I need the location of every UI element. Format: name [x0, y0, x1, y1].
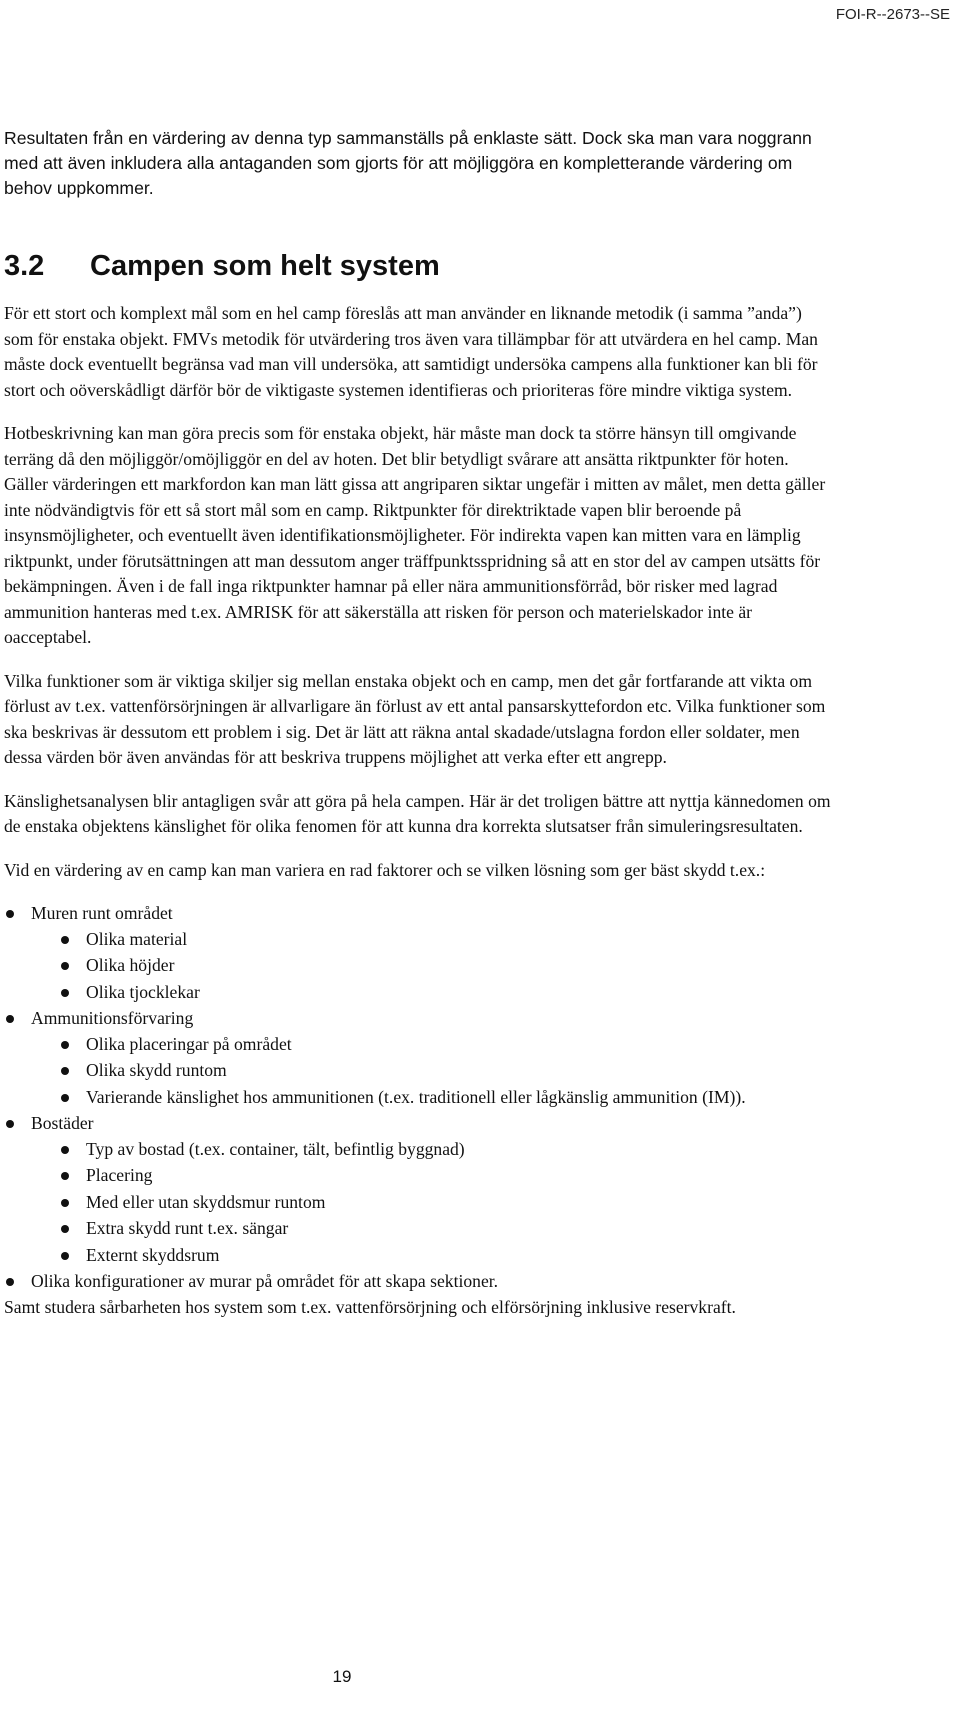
body-paragraph: För ett stort och komplext mål som en hel camp föreslås att man använder en liknande metodik (i samma ”anda”) som för enstaka objekt. FMVs metodik för utvärdering tros även vara tillämpbar för att utvärdera en hel camp. Man måste dock eventuellt begränsa vad man vill undersöka, att samtidigt undersöka campens alla funktioner kan bli för stort och oöverskådligt därför bör de viktigaste systemen identifieras och prioriteras före mindre viktiga system.	[4, 303, 818, 400]
bullet-icon	[61, 1252, 69, 1260]
sub-list	[57, 1032, 834, 1111]
bullet-icon	[6, 1278, 14, 1286]
factor-list	[4, 901, 834, 1295]
sub-list-item	[57, 1058, 834, 1084]
sub-list-item	[57, 1190, 834, 1216]
bullet-icon	[61, 1146, 69, 1154]
section-number: 3.2	[4, 250, 45, 282]
document-id: FOI-R--2673--SE	[835, 6, 950, 23]
bullet-icon	[61, 1172, 69, 1180]
list-item-label: Ammunitionsförvaring	[31, 1008, 194, 1028]
sub-list-item-label: Externt skyddsrum	[86, 1244, 220, 1265]
sub-list-item-label: Olika skydd runtom	[86, 1060, 227, 1080]
sub-list-item-label: Olika tjocklekar	[86, 981, 200, 1002]
sub-list	[57, 927, 834, 1006]
sub-list-item	[57, 1137, 834, 1163]
closing-paragraph: Samt studera sårbarheten hos system som t.ex. vattenförsörjning och elförsörjning inklusive reservkraft.	[4, 1296, 736, 1317]
list-item	[4, 1269, 834, 1295]
sub-list-item-label: Olika placeringar på området	[86, 1033, 292, 1054]
bullet-icon	[61, 936, 69, 944]
sub-list-item-label: Extra skydd runt t.ex. sängar	[86, 1218, 289, 1238]
body-paragraph: Hotbeskrivning kan man göra precis som för enstaka objekt, här måste man dock ta större hänsyn till omgivande terräng då den möjliggör/omöjliggör en del av hoten. Det blir betydligt svårare att ansätta riktpunkter för hoten. Gäller värderingen ett markfordon kan man lätt gissa att angriparen siktar ungefär i mitten av målet, men detta gäller inte nödvändigtvis för ett så stort mål som en camp. Riktpunkter för direktriktade vapen blir beroende på insynsmöjligheter, och eventuellt även identifikationsmöjligheter. För indirekta vapen kan mitten vara en lämplig riktpunkt, under förutsättningen att man dessutom anger träffpunktsspridning så att en stor del av campen utsätts för bekämpningen. Även i de fall inga riktpunkter hamnar på eller nära ammunitionsförråd, bör risker med lagrad ammunition hanteras med t.ex. AMRISK för att säkerställa att risken för person och materielskador inte är oacceptabel.	[4, 423, 826, 647]
sub-list-item-label: Olika material	[86, 928, 188, 949]
sub-list-item	[57, 1216, 834, 1242]
bullet-icon	[61, 1199, 69, 1207]
page-number: 19	[332, 1667, 352, 1686]
sub-list-item	[57, 953, 834, 979]
body-paragraph: Vid en värdering av en camp kan man variera en rad faktorer och se vilken lösning som ger bäst skydd t.ex.:	[4, 859, 766, 880]
sub-list-item	[57, 1085, 834, 1111]
bullet-icon	[61, 1225, 69, 1233]
list-item-label: Olika konfigurationer av murar på området för att skapa sektioner.	[31, 1271, 499, 1291]
sub-list-item-label: Placering	[86, 1165, 153, 1185]
intro-paragraph: Resultaten från en värdering av denna typ sammanställs på enklaste sätt. Dock ska man vara noggrann med att även inkludera alla antaganden som gjorts för att möjliggöra en kompletterande värdering om behov uppkommer.	[4, 128, 812, 198]
list-item	[4, 1006, 834, 1110]
bullet-icon	[61, 962, 69, 970]
body-paragraph: Vilka funktioner som är viktiga skiljer sig mellan enstaka objekt och en camp, men det går fortfarande att vikta om förlust av t.ex. vattenförsörjningen är allvarligare än förlust av ett antal pansarskyttefordon etc. Vilka funktioner som ska beskrivas är dessutom ett problem i sig. Det är lätt att räkna antal skadade/utslagna fordon eller soldater, men dessa värden bör även användas för att beskriva truppens möjlighet att verka efter ett angrepp.	[4, 670, 826, 767]
sub-list-item	[57, 1243, 834, 1269]
bullet-icon	[61, 989, 69, 997]
bullet-icon	[6, 1120, 14, 1128]
sub-list-item-label: Med eller utan skyddsmur runtom	[86, 1191, 326, 1212]
list-item	[4, 1111, 834, 1268]
bullet-icon	[6, 910, 14, 918]
section-heading	[4, 249, 834, 283]
list-item	[4, 901, 834, 1005]
bullet-icon	[61, 1067, 69, 1075]
sub-list-item	[57, 980, 834, 1006]
sub-list-item	[57, 1163, 834, 1189]
list-item-label: Muren runt området	[31, 903, 173, 923]
section-title: Campen som helt system	[90, 250, 440, 282]
sub-list-item-label: Typ av bostad (t.ex. container, tält, befintlig byggnad)	[86, 1138, 465, 1159]
list-item-label: Bostäder	[31, 1113, 94, 1133]
sub-list-item	[57, 927, 834, 953]
sub-list-item	[57, 1032, 834, 1058]
bullet-icon	[61, 1041, 69, 1049]
sub-list-item-label: Varierande känslighet hos ammunitionen (t.ex. traditionell eller lågkänslig ammunition (IM)).	[86, 1086, 746, 1107]
sub-list	[57, 1137, 834, 1269]
bullet-icon	[61, 1094, 69, 1102]
sub-list-item-label: Olika höjder	[86, 955, 175, 975]
page-content	[4, 126, 834, 1320]
body-paragraph: Känslighetsanalysen blir antagligen svår att göra på hela campen. Här är det troligen bättre att nyttja kännedomen om de enstaka objektens känslighet för olika fenomen för att kunna dra korrekta slutsatser från simuleringsresultaten.	[4, 790, 831, 836]
bullet-icon	[6, 1015, 14, 1023]
